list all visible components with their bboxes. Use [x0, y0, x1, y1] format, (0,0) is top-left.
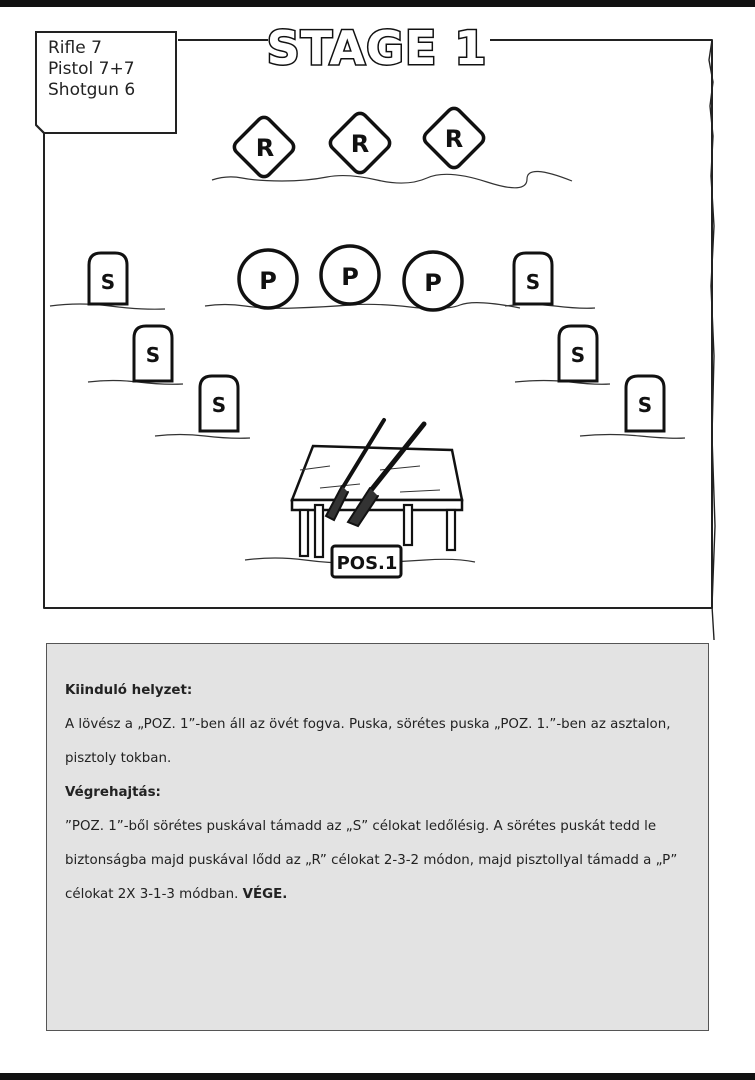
shotgun-target-letter: S	[211, 393, 227, 417]
rifle-target-letter: R	[444, 125, 464, 153]
exec-paragraph	[65, 810, 690, 912]
shooting-table	[292, 446, 462, 557]
rifle-target-letter: R	[350, 130, 370, 158]
shotgun-target-3	[200, 376, 238, 431]
rifle-target-letter: R	[255, 134, 275, 162]
end-word: VÉGE.	[242, 887, 288, 902]
shotgun-target-2	[134, 326, 172, 381]
start-heading: Kiinduló helyzet:	[65, 683, 193, 698]
stage-title: STAGE 1	[266, 21, 488, 75]
bottom-border	[0, 1073, 755, 1080]
instructions-panel	[46, 643, 709, 1031]
position-sign	[332, 546, 401, 577]
equipment-shotgun: Shotgun 6	[48, 80, 136, 100]
shotgun-target-letter: S	[525, 270, 541, 294]
shotgun-target-1	[89, 253, 127, 304]
rifle-target-1	[231, 114, 296, 179]
equipment-rifle: Rifle 7	[48, 38, 102, 58]
shotgun-target-letter: S	[100, 270, 116, 294]
shotgun-target-4	[514, 253, 552, 304]
exec-heading: Végrehajtás:	[65, 785, 161, 800]
shotgun-target-letter: S	[570, 343, 586, 367]
rifle-target-3	[421, 105, 486, 170]
shotgun-target-letter: S	[145, 343, 161, 367]
pistol-target-letter: P	[259, 267, 277, 295]
pistol-target-3	[404, 252, 462, 310]
pistol-target-2	[321, 246, 379, 304]
start-text: A lövész a „POZ. 1”-ben áll az övét fogva. Puska, sörétes puska „POZ. 1.”-ben az asztalon, pisztoly tokban.	[65, 717, 671, 766]
shotgun-target-5	[559, 326, 597, 381]
pistol-target-letter: P	[424, 269, 442, 297]
pistol-target-letter: P	[341, 263, 359, 291]
shotgun-target-letter: S	[637, 393, 653, 417]
exec-text: ”POZ. 1”-ből sörétes puskával támadd az „S” célokat ledőlésig. A sörétes puskát tedd le biztonságba majd puskával lődd az „R” célokat 2-3-2 módon, majd pisztollyal támadd a „P” célokat 2X 3-1-3 módban.	[65, 819, 678, 902]
position-label: POS.1	[336, 553, 398, 574]
shotgun-target-6	[626, 376, 664, 431]
pistol-target-1	[239, 250, 297, 308]
rifle-target-2	[327, 110, 392, 175]
equipment-pistol: Pistol 7+7	[48, 59, 135, 79]
